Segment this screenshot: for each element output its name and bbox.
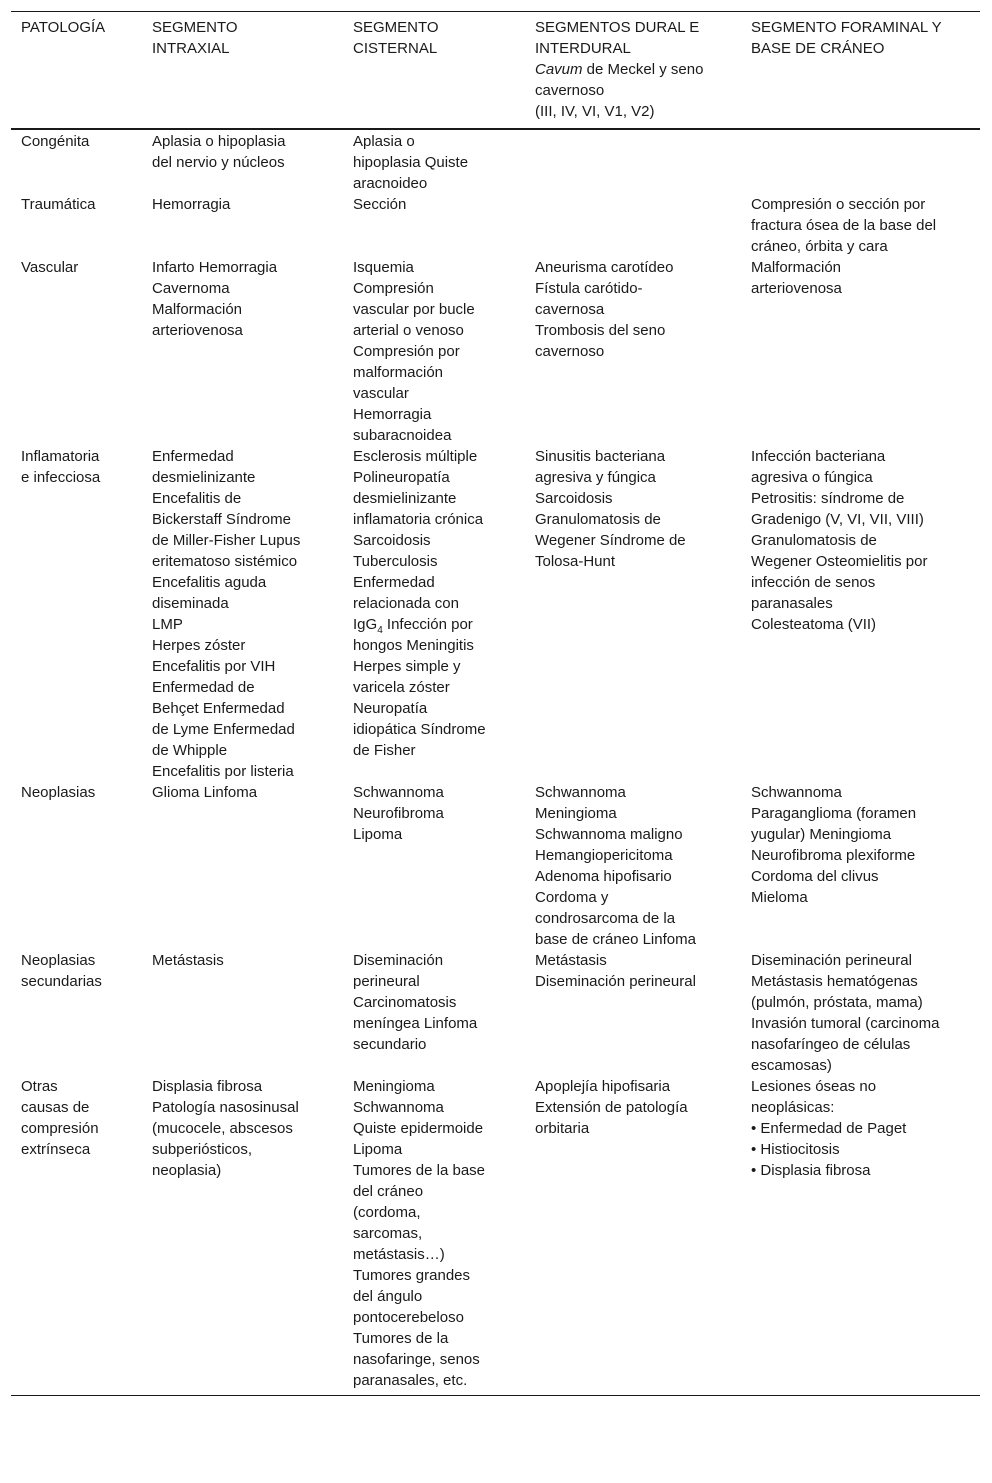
cell-intraxial: Hemorragia [152,196,231,213]
igg-subscript: 4 [377,625,383,636]
table-header [11,12,980,130]
row-neoplasias-secundarias [11,950,980,1076]
header-dural-cavum: Cavum [535,61,583,78]
header-dural-cavum-line [535,59,731,101]
cell-intraxial: Displasia fibrosa Patología nasosinusal (mucocele, abscesos subperiósticos, neoplasia) [152,1078,299,1179]
cell-intraxial: Metástasis [152,952,224,969]
header-cisternal-text: SEGMENTO CISTERNAL [353,19,439,57]
header-cisternal [343,12,525,130]
cell-cisternal: Aplasia o hipoplasia Quiste aracnoideo [353,133,469,192]
cell-foraminal: Malformación arteriovenosa [751,259,842,297]
header-foraminal-text: SEGMENTO FORAMINAL Y BASE DE CRÁNEO [751,19,942,57]
pathology-segment-table [11,11,980,1396]
cell-foraminal: Lesiones óseas no neoplásicas: • Enfermedad de Paget • Histiocitosis • Displasia fibrosa [751,1078,907,1179]
cell-dural: Sinusitis bacteriana agresiva y fúngica Sarcoidosis Granulomatosis de Wegener Síndrome de Tolosa-Hunt [535,448,686,570]
header-dural-title: SEGMENTOS DURAL E INTERDURAL [535,19,700,57]
cell-pathology: Vascular [21,259,79,276]
header-intraxial-text: SEGMENTO INTRAXIAL [152,19,238,57]
row-traumatica [11,194,980,257]
cell-dural [525,129,741,194]
cell-intraxial: Enfermedad desmielinizante Encefalitis de Bickerstaff Síndrome de Miller-Fisher Lupus eritematoso sistémico Encefalitis aguda diseminada LMP Herpes zóster Encefalitis por VIH Enfermedad de Behçet Enfermedad de Lyme Enfermedad de Whipple Encefalitis por listeria [152,448,301,780]
cell-pathology: Traumática [21,196,96,213]
cell-foraminal: Compresión o sección por fractura ósea de la base del cráneo, órbita y cara [751,196,937,255]
header-foraminal [741,12,980,130]
cell-dural: Aneurisma carotídeo Fístula carótido- cavernosa Trombosis del seno cavernoso [535,259,674,360]
row-inflamatoria [11,446,980,782]
cell-foraminal: Diseminación perineural Metástasis hematógenas (pulmón, próstata, mama) Invasión tumoral (carcinoma nasofaríngeo de células escamosas) [751,952,940,1074]
cell-pathology: Inflamatoria e infecciosa [21,448,101,486]
cell-dural [525,194,741,257]
cell-cisternal: Isquemia Compresión vascular por bucle arterial o venoso Compresión por malformación vascular Hemorragia subaracnoidea [353,259,475,444]
cell-dural: Metástasis Diseminación perineural [535,952,696,990]
header-row [11,12,980,130]
header-dural-cavum-rest: de Meckel y seno cavernoso [535,61,704,99]
header-intraxial [142,12,343,130]
cell-cisternal-text-a: Esclerosis múltiple Polineuropatía desmielinizante inflamatoria crónica Sarcoidosis Tuberculosis Enfermedad relacionada con IgG [353,448,484,633]
cell-cisternal: Schwannoma Neurofibroma Lipoma [353,784,444,843]
row-vascular [11,257,980,446]
cell-cisternal: Diseminación perineural Carcinomatosis meníngea Linfoma secundario [353,952,478,1053]
row-congenita [11,129,980,194]
table-body [11,129,980,1396]
cell-foraminal: Schwannoma Paraganglioma (foramen yugular) Meningioma Neurofibroma plexiforme Cordoma del clivus Mieloma [751,784,917,906]
header-pathology-text: PATOLOGÍA [21,19,106,36]
cell-intraxial: Infarto Hemorragia Cavernoma Malformación arteriovenosa [152,259,278,339]
row-neoplasias [11,782,980,950]
row-otras-causas [11,1076,980,1396]
header-dural-interdural [525,12,741,130]
cell-cisternal [343,446,525,782]
cell-cisternal: Meningioma Schwannoma Quiste epidermoide Lipoma Tumores de la base del cráneo (cordoma, sarcomas, metástasis…) Tumores grandes del ángulo pontocerebeloso Tumores de la nasofaringe, senos paranasales, etc. [353,1078,486,1389]
cell-foraminal [741,129,980,194]
cell-pathology: Otras causas de compresión extrínseca [21,1078,99,1158]
cell-dural: Apoplejía hipofisaria Extensión de patología orbitaria [535,1078,688,1137]
cell-pathology: Neoplasias secundarias [21,952,102,990]
cell-dural: Schwannoma Meningioma Schwannoma maligno Hemangiopericitoma Adenoma hipofisario Cordoma y condrosarcoma de la base de cráneo Linfoma [535,784,696,948]
cell-pathology: Congénita [21,133,90,150]
cell-intraxial: Aplasia o hipoplasia del nervio y núcleos [152,133,286,171]
cell-pathology: Neoplasias [21,784,96,801]
cell-intraxial: Glioma Linfoma [152,784,258,801]
cell-foraminal: Infección bacteriana agresiva o fúngica Petrositis: síndrome de Gradenigo (V, VI, VII, VIII) Granulomatosis de Wegener Osteomielitis por infección de senos paranasales Colesteatoma (VII) [751,448,928,633]
pathology-table-container [11,11,980,1396]
header-dural-nerves: (III, IV, VI, V1, V2) [535,103,655,120]
header-pathology [11,12,142,130]
cell-cisternal: Sección [353,196,407,213]
cell-cisternal-text-b: Infección por hongos Meningitis Herpes simple y varicela zóster Neuropatía idiopática Síndrome de Fisher [353,616,486,759]
